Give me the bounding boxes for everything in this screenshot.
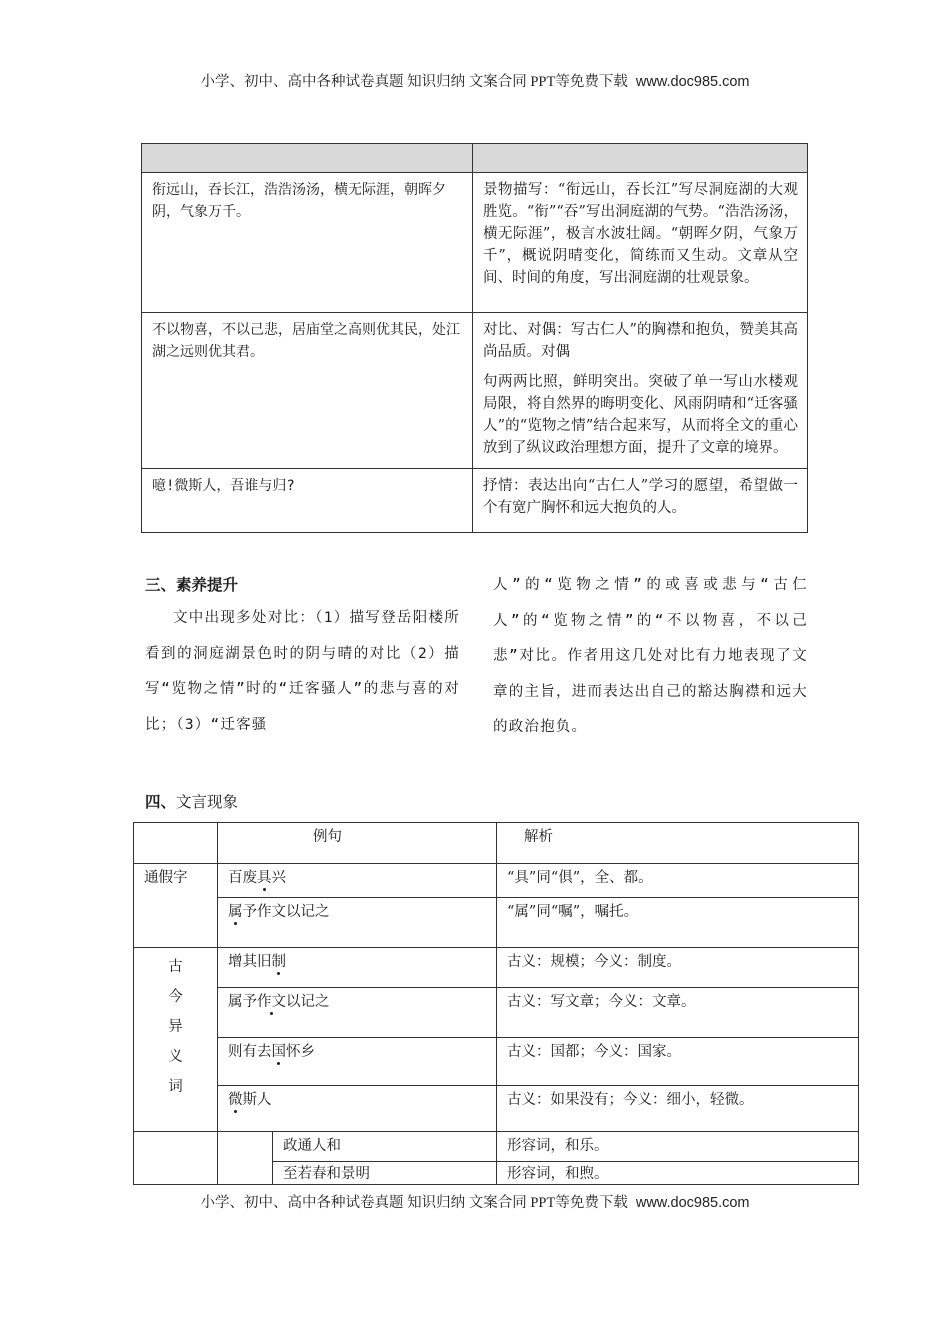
table-row	[134, 1038, 859, 1086]
sentence-cell: 衔远山，吞长江，浩浩汤汤，横无际涯，朝晖夕阴，气象万千。	[142, 173, 473, 313]
header-url[interactable]: www.doc985.com	[635, 74, 750, 90]
analysis-cell: 形容词，和煦。	[497, 1162, 859, 1185]
analysis-cell: 古义：如果没有；今义：细小，轻微。	[497, 1086, 859, 1132]
table-row	[134, 864, 859, 898]
example-cell: 微斯人	[218, 1086, 497, 1132]
header-text: 小学、初中、高中各种试卷真题 知识归纳 文案合同 PPT等免费下载	[200, 74, 628, 90]
footer-text: 小学、初中、高中各种试卷真题 知识归纳 文案合同 PPT等免费下载	[200, 1195, 628, 1211]
table-header-row	[142, 144, 808, 173]
section-title: 三、素养提升	[145, 576, 239, 594]
example-cell: 增其旧制	[218, 948, 497, 988]
table-row	[142, 469, 808, 533]
section-text-left: 文中出现多处对比：（1）描写登岳阳楼所看到的洞庭湖景色时的阴与晴的对比（2）描写“览物之情”时的“迁客骚人”的悲与喜的对比；（3）“迁客骚	[145, 610, 460, 733]
sentence-cell: 噫!微斯人，吾谁与归?	[142, 469, 473, 533]
example-cell: 则有去国怀乡	[218, 1038, 497, 1086]
analysis-cell: 对比、对偶：写古仁人”的胸襟和抱负，赞美其高尚品质。对偶 句两两比照，鲜明突出。突破了单一写山水楼观局限，将自然界的晦明变化、风雨阴晴和“迁客骚人”的“览物之情”结合起来写，从而将全文的重心放到了纵议政治理想方面，提升了文章的境界。	[473, 313, 808, 469]
table-header-row	[134, 823, 859, 864]
analysis-cell: 古义：规模；今义：制度。	[497, 948, 859, 988]
example-cell: 属予作文以记之	[218, 898, 497, 948]
example-cell: 政通人和	[273, 1132, 497, 1162]
table-row	[134, 1132, 859, 1162]
example-cell: 百废具兴	[218, 864, 497, 898]
category-label: 通假字	[134, 864, 218, 948]
page-footer	[0, 1191, 950, 1212]
sentence-cell: 不以物喜，不以己悲，居庙堂之高则优其民，处江湖之远则优其君。	[142, 313, 473, 469]
classical-phenomena-table	[133, 822, 859, 1185]
analysis-cell: 古义：国都；今义：国家。	[497, 1038, 859, 1086]
col-header-analysis: 解析	[497, 823, 859, 864]
analysis-cell: 抒情：表达出向“古仁人”学习的愿望，希望做一个有宽广胸怀和远大抱负的人。	[473, 469, 808, 533]
analysis-cell: “属”同“嘱”，嘱托。	[497, 898, 859, 948]
analysis-cell: “具”同“俱”，全、都。	[497, 864, 859, 898]
table-row	[142, 173, 808, 313]
table-row	[134, 948, 859, 988]
section-title: 四、文言现象	[145, 793, 239, 811]
footer-url[interactable]: www.doc985.com	[635, 1195, 750, 1211]
analysis-cell: 形容词，和乐。	[497, 1132, 859, 1162]
table-row	[134, 898, 859, 948]
table-row	[134, 1086, 859, 1132]
example-cell: 至若春和景明	[273, 1162, 497, 1185]
analysis-table	[141, 143, 808, 533]
section-text-right: 人”的“览物之情”的或喜或悲与“古仁人”的“览物之情”的“不以物喜，不以己悲”对比。作者用这几处对比有力地表现了文章的主旨，进而表达出自己的豁达胸襟和远大的政治抱负。	[493, 577, 808, 735]
example-cell: 属予作文以记之	[218, 988, 497, 1038]
analysis-cell: 古义：写文章；今义：文章。	[497, 988, 859, 1038]
page-header	[0, 70, 950, 91]
col-header-example: 例句	[218, 823, 497, 864]
category-label-vertical: 古 今 异 义 词	[134, 948, 218, 1132]
analysis-cell: 景物描写：“衔远山，吞长江”写尽洞庭湖的大观胜览。“衔”“吞”写出洞庭湖的气势。“浩浩汤汤，横无际涯”，极言水波壮阔。“朝晖夕阴，气象万千”，概说阴晴变化，简练而又生动。文章从空间、时间的角度，写出洞庭湖的壮观景象。	[473, 173, 808, 313]
table-row	[134, 988, 859, 1038]
table-row	[142, 313, 808, 469]
